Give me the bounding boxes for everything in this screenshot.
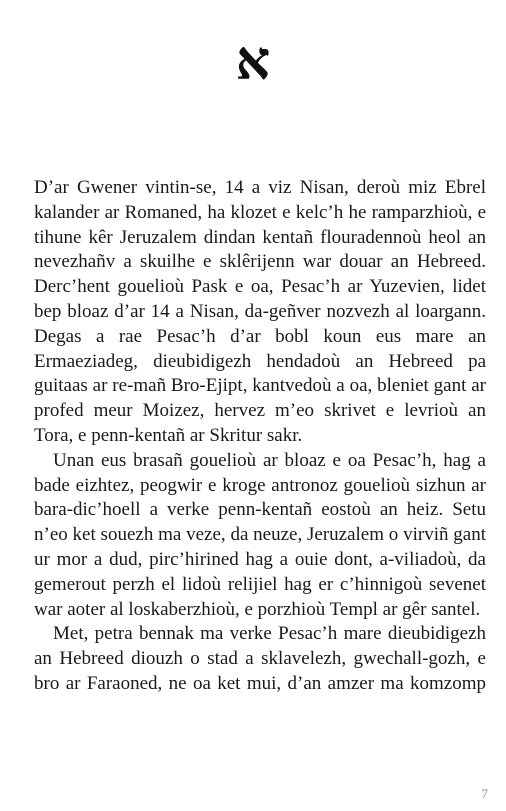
body-text	[34, 176, 486, 697]
paragraph-2: Unan eus brasañ gouelioù ar bloaz e oa Pesac’h, hag a bade eizhtez, peogwir e kroge antronoz gouelioù sizhun ar bara-dic’hoell a verke penn-kentañ eostoù an heiz. Setu n’eo ket souezh ma veze, da neuze, Jeruzalem o virviñ gant ur mor a dud, pirc’hirined hag a ouie dont, a-viliadoù, da gemerout perzh el lidoù relijiel hag er c’hinnigoù sevenet war aoter al loskaberzhioù, e porzhioù Templ ar gêr santel.	[34, 449, 486, 620]
paragraph-3: Met, petra bennak ma verke Pesac’h mare dieubidigezh an Hebreed diouzh o stad a sklavelezh, gwechall-gozh, e bro ar Faraoned, ne oa ket mui, d’an amzer ma komzomp	[34, 623, 486, 694]
page-number: 7	[481, 786, 488, 801]
chapter-letter-heading: א	[235, 28, 271, 92]
paragraph-1: D’ar Gwener vintin-se, 14 a viz Nisan, deroù miz Ebrel kalander ar Romaned, ha klozet e kelc’h he ramparzhioù, e tihune kêr Jeruzalem dindan kentañ flouradennoù heol an nevezhañv a skuilhe e sklêrijenn war douar an Hebreed. Derc’hent gouelioù Pask e oa, Pesac’h ar Yuzevien, lidet bep bloaz d’ar 14 a Nisan, da-geñver nozvezh al loargann. Degas a rae Pesac’h d’ar bobl koun eus mare an Ermaeziadeg, dieubidigezh hendadoù an Hebreed pa guitaas ar re-mañ Bro-Ejipt, kantvedoù a oa, bleniet gant ar profed meur Moizez, hervez m’eo skrivet e levrioù an Tora, e penn-kentañ ar Skritur sakr.	[34, 177, 486, 446]
